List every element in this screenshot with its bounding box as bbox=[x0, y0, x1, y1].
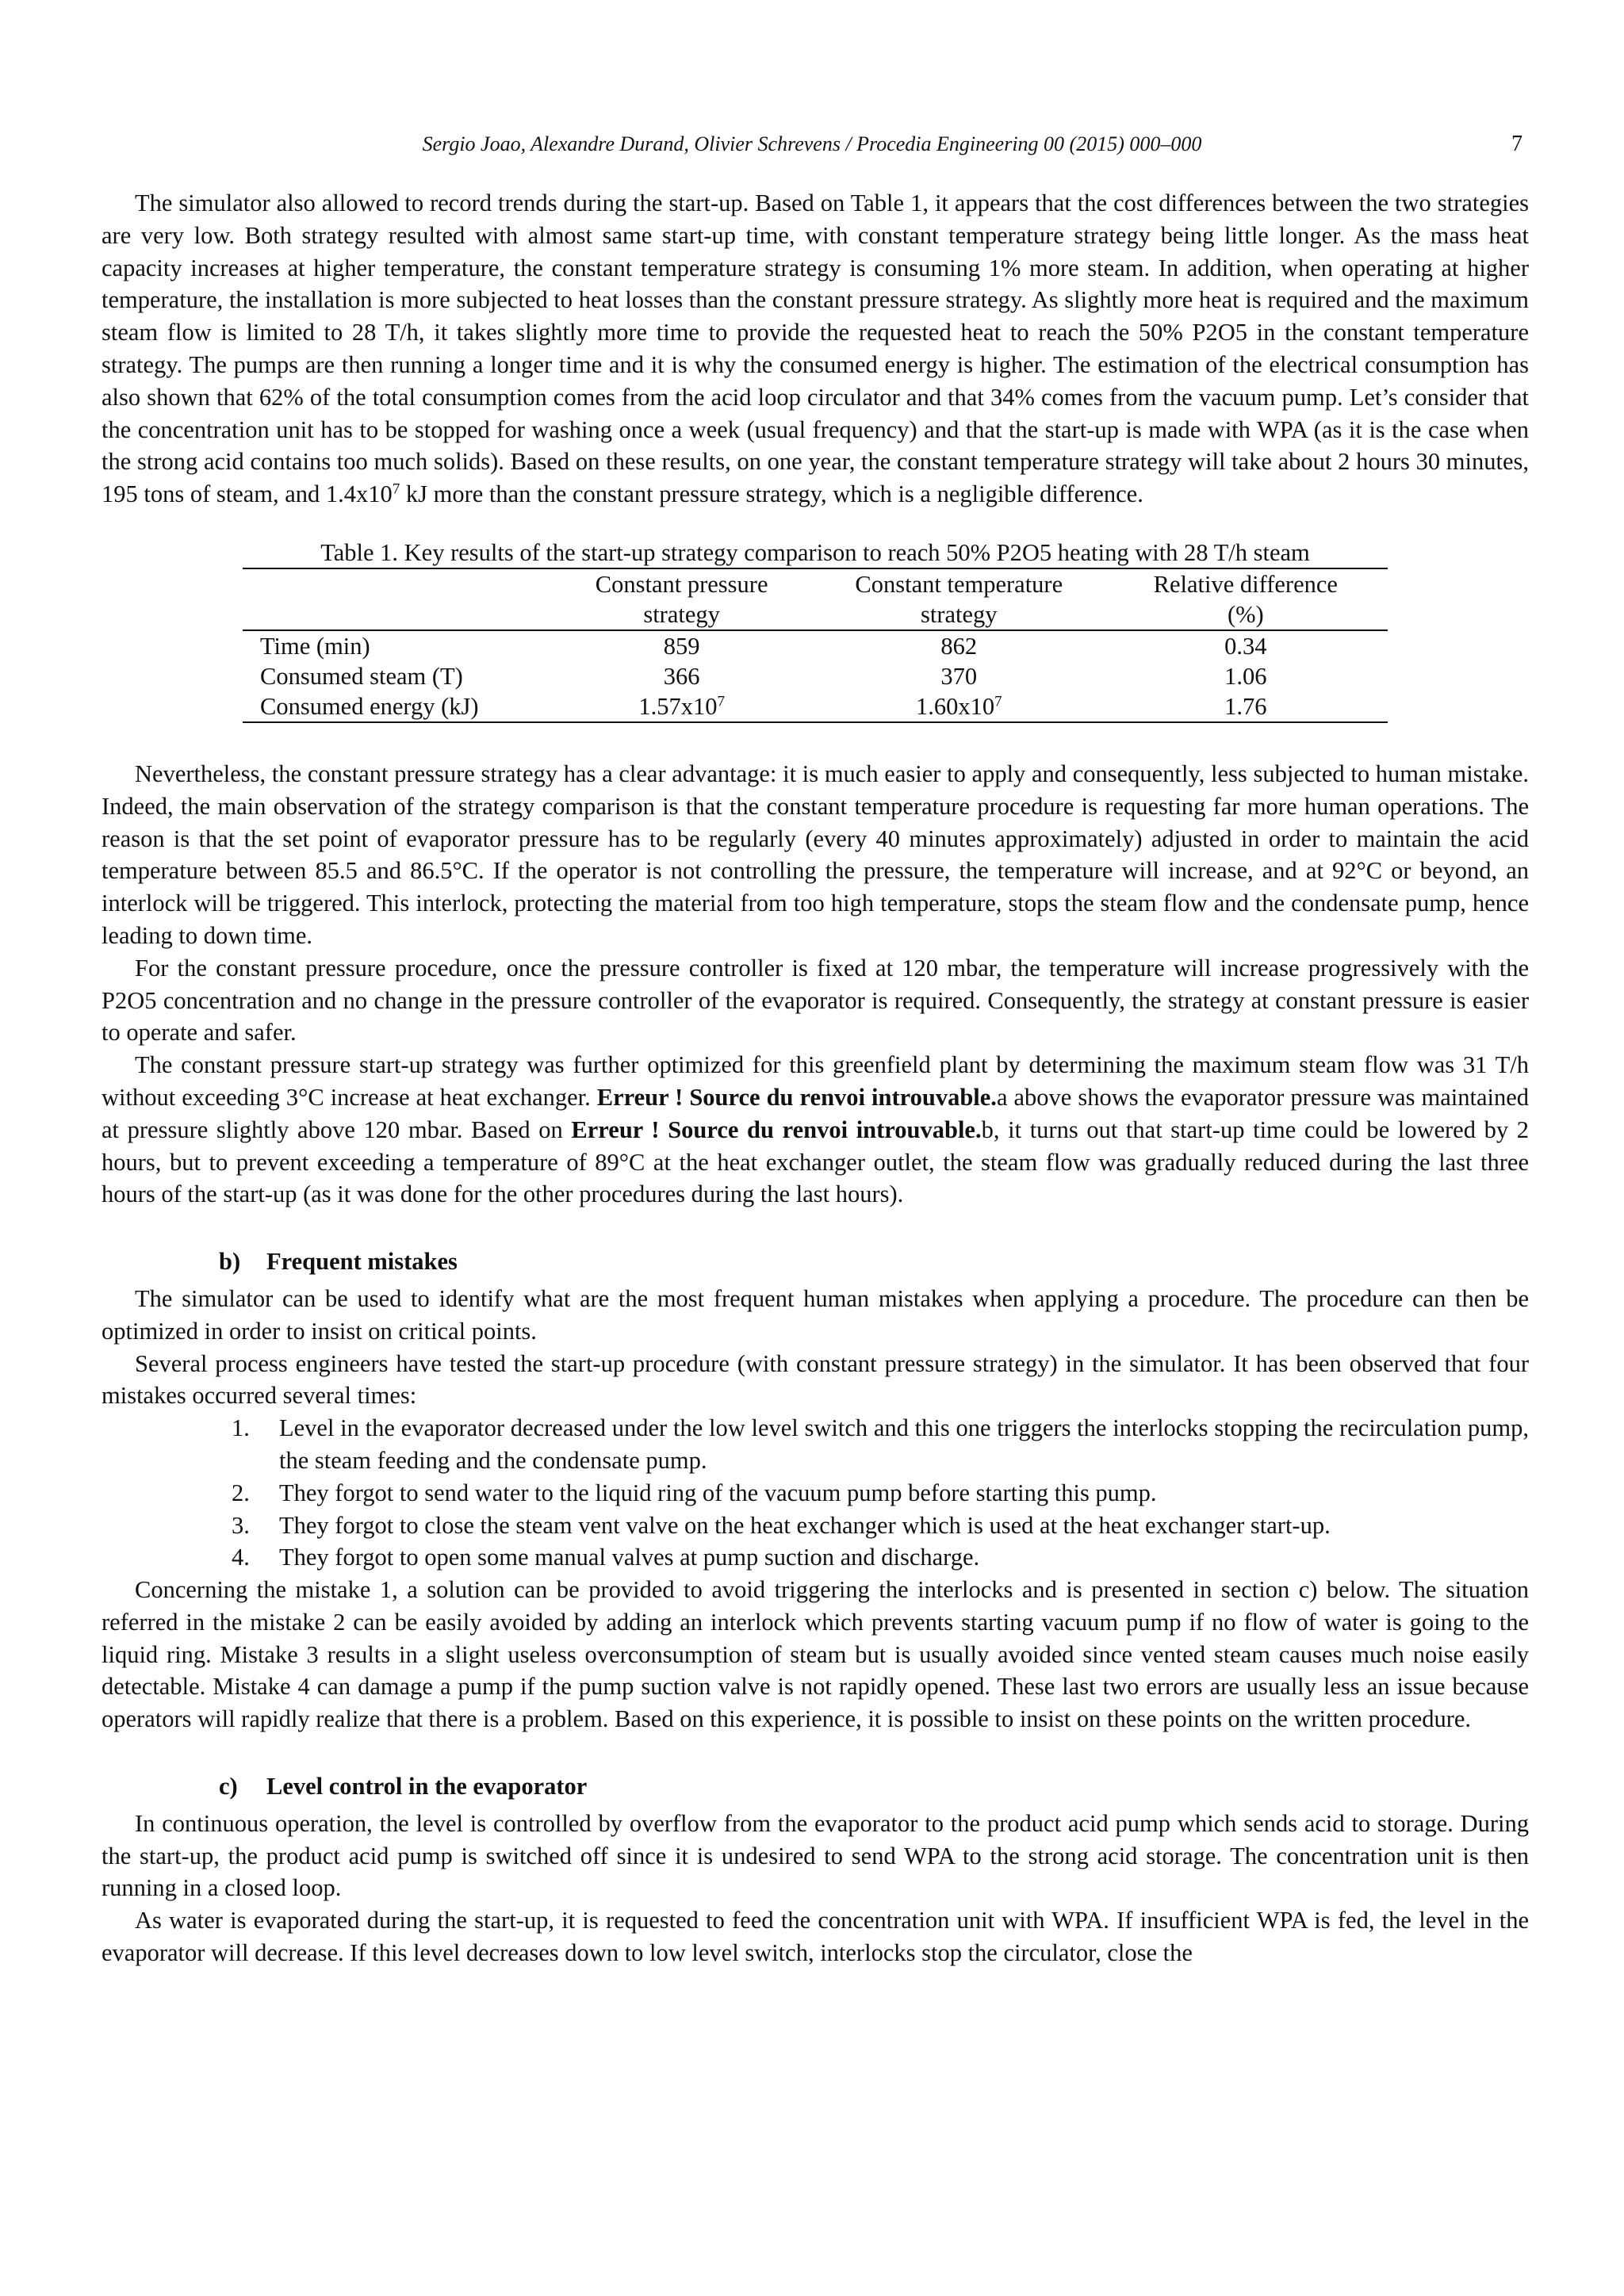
table-cell: 370 bbox=[940, 662, 978, 690]
table-cell: $1.60x10^7$ bbox=[915, 692, 1002, 720]
running-title: Sergio Joao, Alexandre Durand, Olivier Schrevens / Procedia Engineering 00 (2015) 000–000 bbox=[422, 132, 1202, 155]
section-heading-level-control: c) Level control in the evaporator bbox=[219, 1773, 588, 1800]
list-item: 2. They forgot to send water to the liquid ring of the vacuum pump before starting this pump. bbox=[232, 1479, 1157, 1506]
header-cell-relative-difference: Relative difference (%) bbox=[1153, 570, 1338, 628]
paragraph-text: The simulator also allowed to record trends during the start-up. Based on Table 1, it appears that the cost differences between the two strategies are very low. Both strategy resulted with almost same start-up time, with constant temperature strategy being little longer. As the mass heat capacity increases at higher temperature, the constant temperature strategy is consuming 1% more steam. In addition, when operating at higher temperature, the installation is more subjected to heat losses than the constant pressure strategy. As slightly more heat is required and the maximum steam flow is limited to 28 T/h, it takes slightly more time to provide the requested heat to reach the 50% P2O5 in the constant temperature strategy. The pumps are then running a longer time and it is why the consumed energy is higher. The estimation of the electrical consumption has also shown that 62% of the total consumption comes from the acid loop circulator and that 34% comes from the vacuum pump. Let’s consider that the concentration unit has to be stopped for washing once a week (usual frequency) and that the start-up is made with WPA (as it is the case when the strong acid contains too much solids). Based on these results, on one year, the constant temperature strategy will take about 2 hours 30 minutes, 195 tons of steam, and 1.4x10 bbox=[102, 189, 1529, 508]
running-header bbox=[102, 127, 1522, 162]
list-item: 4. They forgot to open some manual valves at pump suction and discharge. bbox=[232, 1544, 980, 1571]
list-item: 1. Level in the evaporator decreased under the low level switch and this one triggers the interlocks stopping the recirculation pump, the steam feeding and the condensate pump. bbox=[232, 1414, 1529, 1474]
header-cell-empty bbox=[243, 568, 549, 630]
mistakes-list bbox=[102, 1412, 1529, 1574]
table-row bbox=[243, 661, 1388, 691]
paragraph-optimization: The constant pressure start-up strategy was further optimized for this greenfield plant by determining the maximum steam flow was 31 T/h without exceeding 3°C increase at heat exchanger. Erreur ! Source du renvoi introuvable.a above shows the evaporator pressure was maintained at pressure slightly above 120 mbar. Based on Erreur ! Source du renvoi introuvable.b, it turns out that start-up time could be lowered by 2 hours, but to prevent exceeding a temperature of 89°C at the heat exchanger outlet, the steam flow was gradually reduced during the last three hours of the start-up (as it was done for the other procedures during the last hours). bbox=[102, 1051, 1529, 1208]
table-caption: Table 1. Key results of the start-up strategy comparison to reach 50% P2O5 heating with 28 T/h steam bbox=[320, 538, 1310, 566]
paragraph-engineers-tested: Several process engineers have tested the start-up procedure (with constant pressure strategy) in the simulator. It has been observed that four mistakes occurred several times: bbox=[102, 1349, 1529, 1410]
table-row bbox=[243, 691, 1388, 722]
section-heading-frequent-mistakes: b) Frequent mistakes bbox=[219, 1248, 458, 1276]
table-cell: $1.57x10^7$ bbox=[638, 692, 725, 720]
body-text bbox=[102, 187, 1529, 1969]
results-table bbox=[243, 568, 1388, 723]
row-label: Time (min) bbox=[260, 632, 370, 660]
table-cell: 0.34 bbox=[1224, 632, 1267, 660]
table-header-row bbox=[243, 568, 1388, 630]
table-cell: 1.06 bbox=[1224, 662, 1267, 690]
exponent: 7 bbox=[994, 693, 1002, 710]
table-cell: 859 bbox=[663, 632, 700, 660]
table-cell: 862 bbox=[940, 632, 978, 660]
paragraph-constant-pressure: For the constant pressure procedure, once the pressure controller is fixed at 120 mbar, the temperature will increase progressively with the P2O5 concentration and no change in the pressure controller of the evaporator is required. Consequently, the strategy at constant pressure is easier to operate and safer. bbox=[102, 954, 1529, 1047]
broken-reference: Erreur ! Source du renvoi introuvable. bbox=[571, 1115, 982, 1143]
table-row bbox=[243, 630, 1388, 661]
table-1 bbox=[243, 538, 1388, 723]
paragraph-text: kJ more than the constant pressure strategy, which is a negligible difference. bbox=[400, 480, 1143, 508]
exponent: 7 bbox=[717, 693, 725, 710]
table-cell: 1.76 bbox=[1224, 692, 1267, 720]
paragraph-mistake-solutions: Concerning the mistake 1, a solution can be provided to avoid triggering the interlocks and is presented in section c) below. The situation referred in the mistake 2 can be easily avoided by adding an interlock which prevents starting vacuum pump if no flow of water is going to the liquid ring. Mistake 3 results in a slight useless overconsumption of steam but is usually avoided since vented steam causes much noise easily detectable. Mistake 4 can damage a pump if the pump suction valve is not rapidly opened. These last two errors are usually less an issue because operators will rapidly realize that there is a problem. Based on this experience, it is possible to insist on these points on the written procedure. bbox=[102, 1576, 1529, 1733]
list-item: 3. They forgot to close the steam vent valve on the heat exchanger which is used at the heat exchanger start-up. bbox=[232, 1511, 1331, 1539]
paragraph-simulator-mistakes: The simulator can be used to identify what are the most frequent human mistakes when applying a procedure. The procedure can then be optimized in order to insist on critical points. bbox=[102, 1284, 1529, 1345]
header-cell-constant-temperature: Constant temperature strategy bbox=[855, 570, 1063, 628]
paragraph-water-evaporated: As water is evaporated during the start-up, it is requested to feed the concentration unit with WPA. If insufficient WPA is fed, the level in the evaporator will decrease. If this level decreases down to low level switch, interlocks stop the circulator, close the bbox=[102, 1907, 1529, 1967]
row-label: Consumed energy (kJ) bbox=[260, 692, 479, 720]
broken-reference: Erreur ! Source du renvoi introuvable. bbox=[596, 1083, 997, 1111]
row-label: Consumed steam (T) bbox=[260, 662, 463, 690]
paragraph-advantage: Nevertheless, the constant pressure strategy has a clear advantage: it is much easier to apply and consequently, less subjected to human mistake. Indeed, the main observation of the strategy comparison is that the constant temperature procedure is requesting far more human operations. The reason is that the set point of evaporator pressure has to be regularly (every 40 minutes approximately) adjusted in order to maintain the acid temperature between 85.5 and 86.5°C. If the operator is not controlling the pressure, the temperature will increase, and at 92°C or beyond, an interlock will be triggered. This interlock, protecting the material from too high temperature, stops the steam flow and the condensate pump, hence leading to down time. bbox=[102, 760, 1529, 949]
paragraph-continuous-operation: In continuous operation, the level is controlled by overflow from the evaporator to the product acid pump which sends acid to storage. During the start-up, the product acid pump is switched off since it is undesired to send WPA to the strong acid storage. The concentration unit is then running in a closed loop. bbox=[102, 1809, 1529, 1902]
page-number: 7 bbox=[1511, 132, 1522, 156]
header-cell-constant-pressure: Constant pressure strategy bbox=[595, 570, 768, 628]
paragraph-cost-comparison bbox=[102, 187, 1529, 511]
exponent: 7 bbox=[392, 480, 400, 498]
table-cell: 366 bbox=[663, 662, 700, 690]
